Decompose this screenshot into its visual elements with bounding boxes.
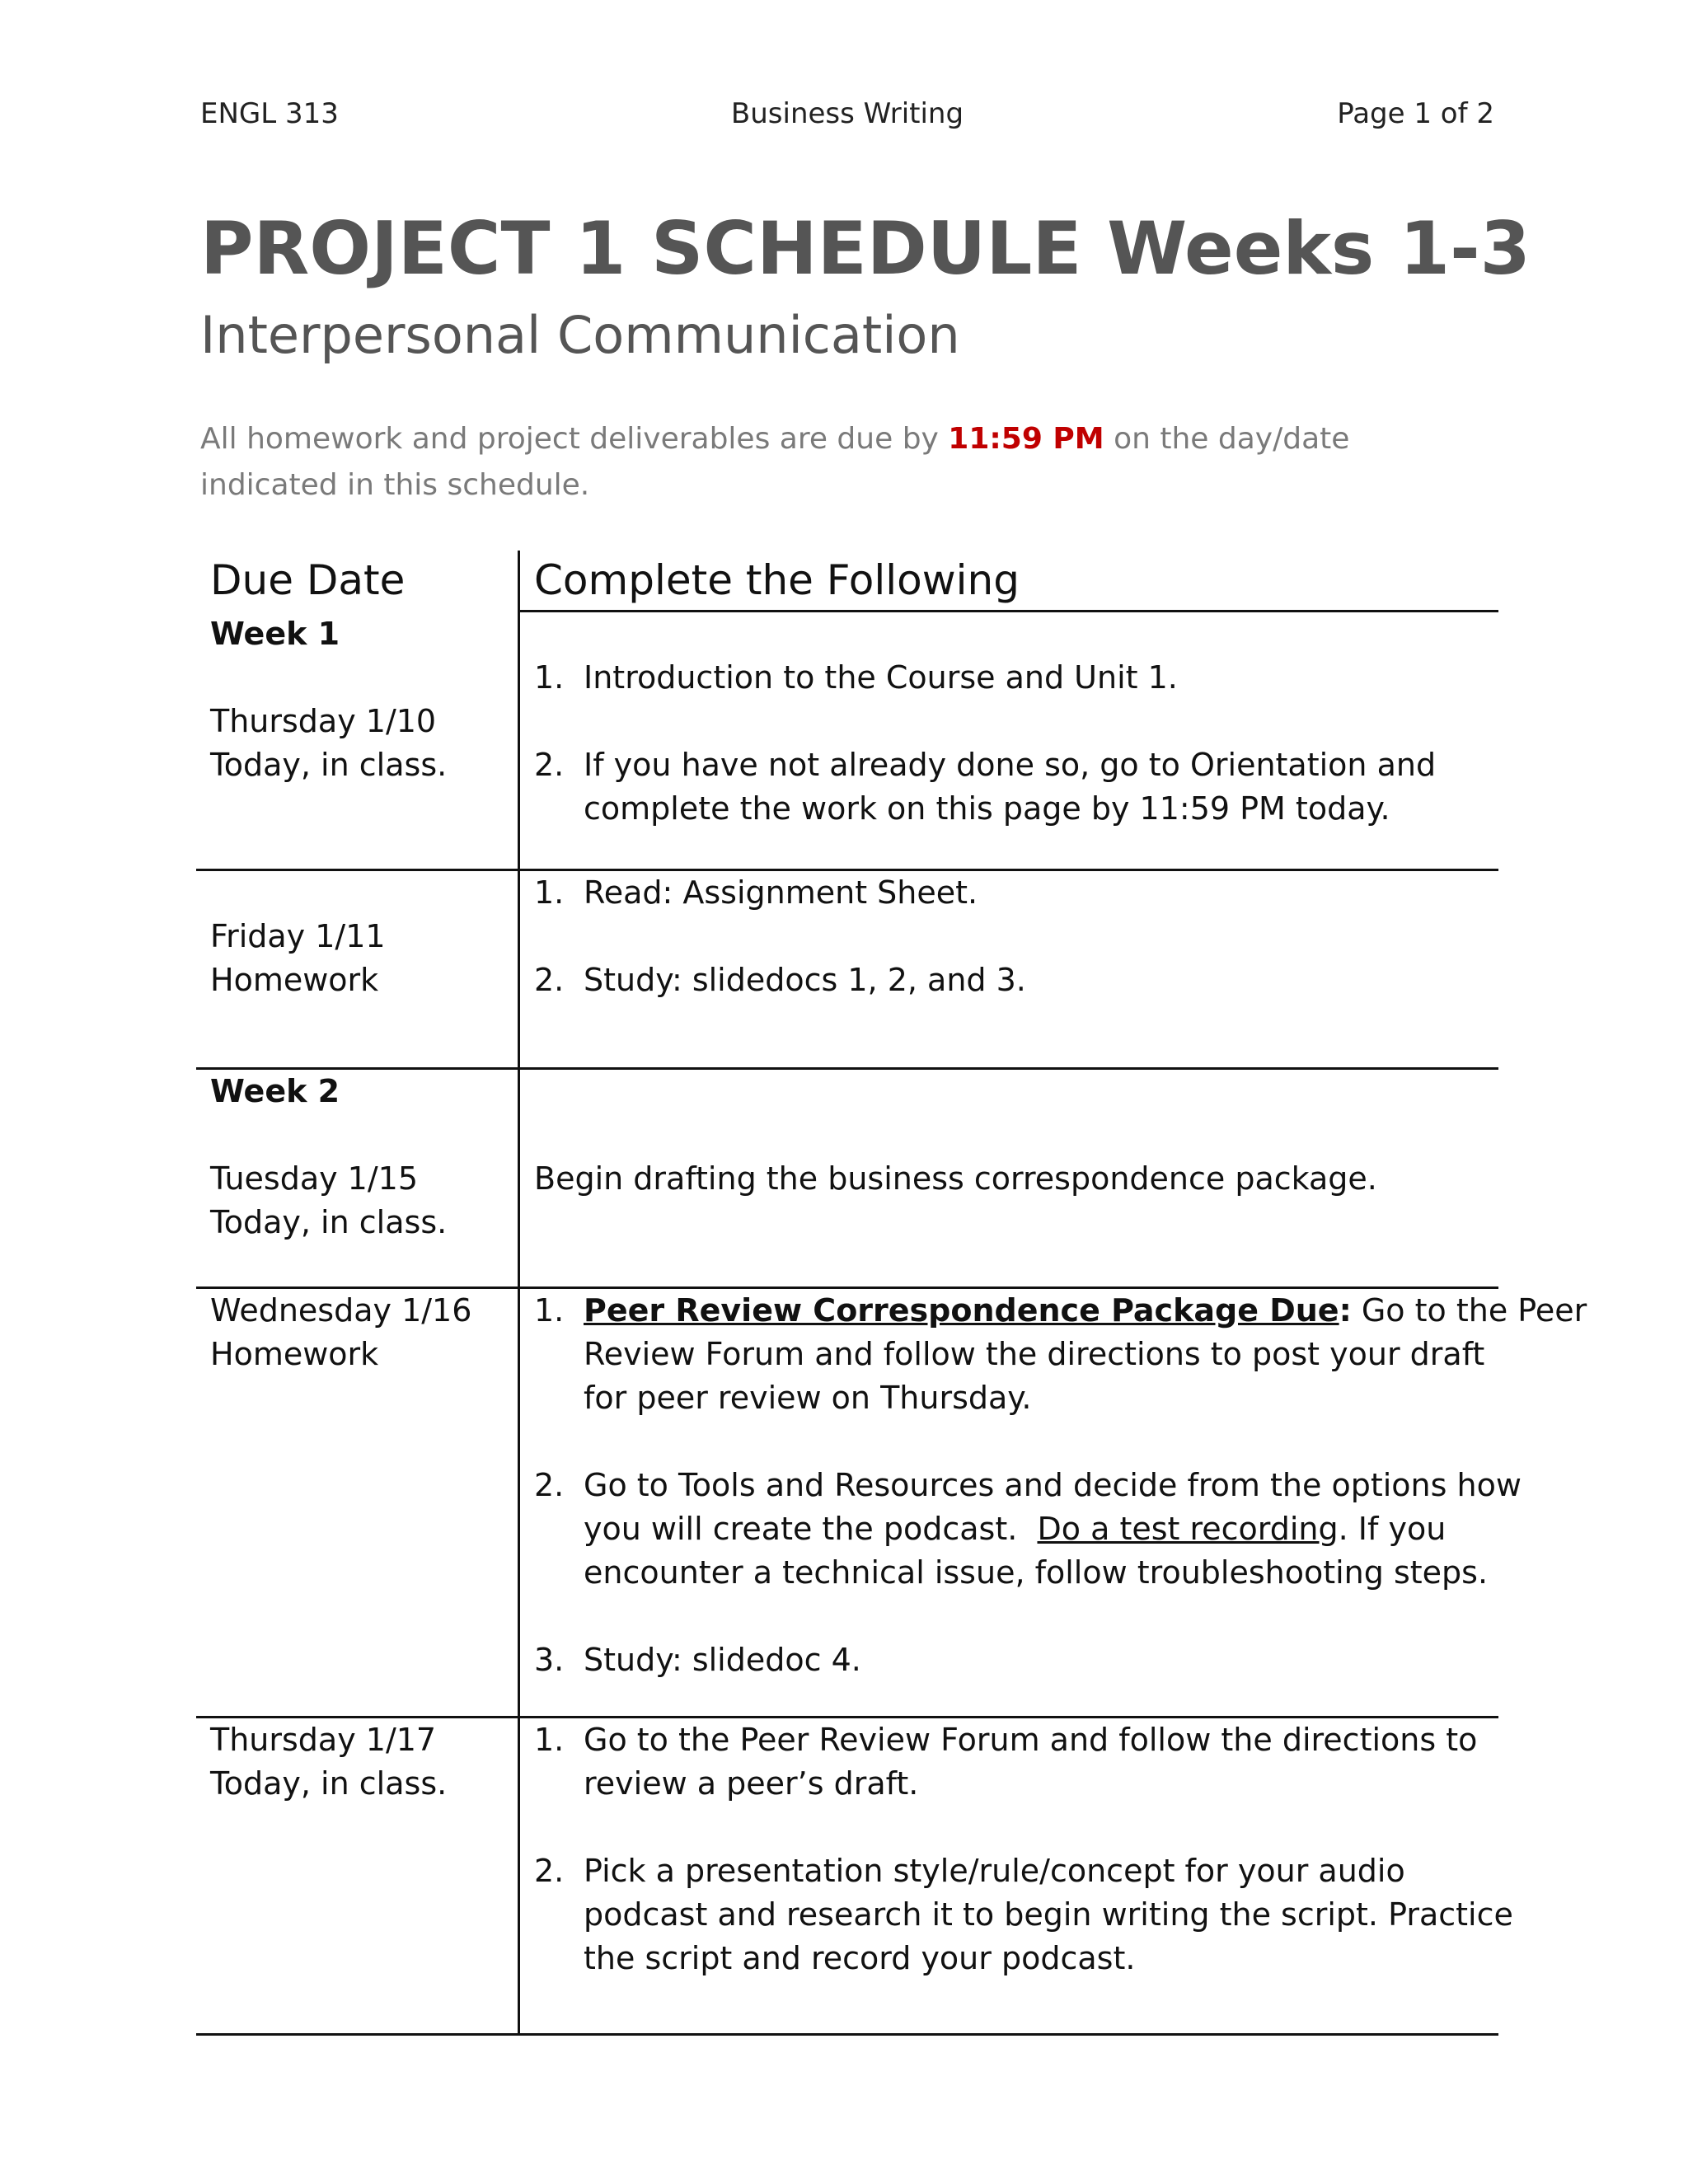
label-colon: : bbox=[1339, 1292, 1352, 1329]
item-text: review a peer’s draft. bbox=[584, 1765, 919, 1802]
item-text: encounter a technical issue, follow troubleshooting steps. bbox=[584, 1554, 1489, 1591]
task-item bbox=[534, 656, 1490, 700]
task-item bbox=[534, 743, 1490, 831]
due-date-cell bbox=[210, 1070, 507, 1244]
item-number: 2. bbox=[534, 962, 565, 998]
item-number: 2. bbox=[534, 747, 565, 783]
item-number: 1. bbox=[534, 1292, 565, 1329]
course-code: ENGL 313 bbox=[200, 97, 339, 130]
task-cell bbox=[534, 656, 1490, 831]
item-text: Go to Tools and Resources and decide from the options how bbox=[584, 1467, 1522, 1503]
item-number: 1. bbox=[534, 1722, 565, 1758]
task-cell bbox=[534, 1157, 1490, 1201]
due-date-cell bbox=[210, 612, 507, 787]
table-bottom-border bbox=[196, 2033, 1498, 2036]
item-text: podcast and research it to begin writing the script. Practice bbox=[584, 1896, 1513, 1933]
due-date: Thursday 1/17 bbox=[210, 1722, 437, 1758]
item-text: Go to the Peer bbox=[1351, 1292, 1587, 1329]
item-number: 2. bbox=[534, 1467, 565, 1503]
task-item bbox=[534, 958, 1490, 1002]
due-note: Today, in class. bbox=[210, 1204, 448, 1240]
task-item bbox=[534, 1289, 1587, 1420]
task-item bbox=[534, 1638, 1490, 1682]
task-cell bbox=[534, 871, 1490, 1002]
table-row bbox=[196, 1718, 1513, 2015]
header-due-date: Due Date bbox=[210, 556, 406, 604]
table-row bbox=[196, 871, 1498, 1070]
task-item bbox=[534, 1849, 1513, 1980]
table-row bbox=[196, 1070, 1498, 1289]
page-header bbox=[200, 97, 1494, 140]
task-cell bbox=[534, 1289, 1587, 1682]
item-text: If you have not already done so, go to Orientation and bbox=[584, 747, 1437, 783]
item-text: complete the work on this page by 11:59 PM today. bbox=[584, 790, 1390, 827]
due-date: Friday 1/11 bbox=[210, 918, 386, 954]
due-date-cell bbox=[210, 915, 507, 1002]
deadline-time: 11:59 PM bbox=[948, 422, 1104, 456]
item-text: Study: slidedoc 4. bbox=[584, 1642, 861, 1678]
week-label: Week 1 bbox=[210, 616, 340, 652]
due-date: Tuesday 1/15 bbox=[210, 1160, 419, 1197]
due-note: Today, in class. bbox=[210, 747, 448, 783]
item-number: 3. bbox=[534, 1642, 565, 1678]
item-text: Introduction to the Course and Unit 1. bbox=[584, 659, 1178, 696]
item-text: Read: Assignment Sheet. bbox=[584, 874, 978, 911]
due-note: Homework bbox=[210, 962, 379, 998]
peer-review-due-label: Peer Review Correspondence Package Due bbox=[584, 1292, 1339, 1329]
item-text: Study: slidedocs 1, 2, and 3. bbox=[584, 962, 1026, 998]
item-text: for peer review on Thursday. bbox=[584, 1380, 1032, 1416]
item-number: 2. bbox=[534, 1853, 565, 1889]
page-indicator: Page 1 of 2 bbox=[1337, 97, 1494, 130]
table-row bbox=[196, 1289, 1587, 1718]
due-note: Homework bbox=[210, 1336, 379, 1372]
header-complete-following: Complete the Following bbox=[534, 556, 1020, 604]
item-text: you will create the podcast. bbox=[584, 1511, 1038, 1547]
page-title: PROJECT 1 SCHEDULE Weeks 1-3 bbox=[200, 206, 1531, 291]
item-text: Go to the Peer Review Forum and follow the directions to bbox=[584, 1722, 1478, 1758]
week-label: Week 2 bbox=[210, 1073, 340, 1109]
test-recording-link[interactable]: Do a test recording bbox=[1037, 1511, 1339, 1547]
intro-before: All homework and project deliverables are due by bbox=[200, 422, 949, 456]
table-row bbox=[196, 612, 1498, 871]
item-text: the script and record your podcast. bbox=[584, 1940, 1136, 1976]
item-text: Review Forum and follow the directions to post your draft bbox=[584, 1336, 1485, 1372]
intro-after: on the day/date indicated in this schedule. bbox=[200, 422, 1350, 502]
task-item bbox=[534, 871, 1490, 915]
due-date: Wednesday 1/16 bbox=[210, 1292, 472, 1329]
item-text: . If you bbox=[1338, 1511, 1447, 1547]
due-date: Thursday 1/10 bbox=[210, 703, 437, 739]
task-cell bbox=[534, 1718, 1513, 1980]
task-item bbox=[534, 1718, 1490, 1806]
item-number: 1. bbox=[534, 874, 565, 911]
table-header bbox=[210, 551, 1498, 612]
course-name: Business Writing bbox=[730, 97, 964, 130]
task-text: Begin drafting the business correspondence package. bbox=[534, 1160, 1377, 1197]
intro-text bbox=[200, 416, 1486, 509]
item-text: Pick a presentation style/rule/concept for your audio bbox=[584, 1853, 1405, 1889]
item-number: 1. bbox=[534, 659, 565, 696]
due-date-cell bbox=[210, 1718, 507, 1806]
schedule-table bbox=[196, 551, 1587, 2015]
due-date-cell bbox=[210, 1289, 507, 1376]
page-subtitle: Interpersonal Communication bbox=[200, 305, 960, 365]
due-note: Today, in class. bbox=[210, 1765, 448, 1802]
task-item bbox=[534, 1464, 1522, 1595]
